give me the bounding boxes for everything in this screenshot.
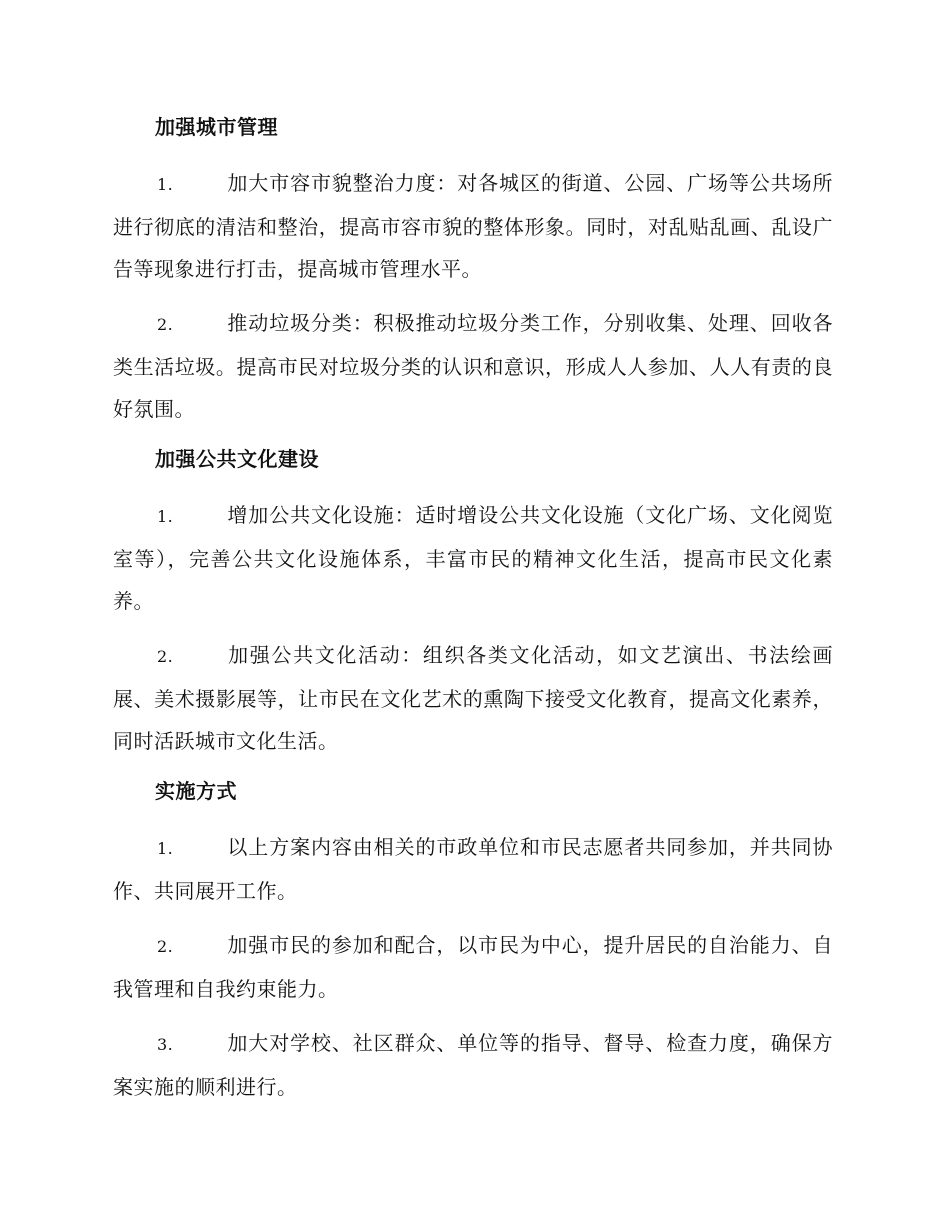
item-text: 加大市容市貌整治力度：对各城区的街道、公园、广场等公共场所进行彻底的清洁和整治，提高市容市貌的整体形象。同时，对乱贴乱画、乱设广告等现象进行打击，提高城市管理水平。 — [113, 171, 833, 281]
item-number: 2. — [157, 937, 174, 956]
item-number: 1. — [157, 507, 174, 526]
section-heading: 加强公共文化建设 — [155, 447, 319, 471]
section-implementation — [113, 774, 833, 1108]
list-item — [113, 302, 833, 430]
item-number: 2. — [157, 315, 174, 334]
item-text: 增加公共文化设施：适时增设公共文化设施（文化广场、文化阅览室等），完善公共文化设施体系，丰富市民的精神文化生活，提高市民文化素养。 — [113, 503, 833, 613]
list-item — [113, 162, 833, 290]
item-number: 3. — [157, 1035, 174, 1054]
item-number: 2. — [157, 647, 174, 666]
list-item — [113, 1022, 833, 1108]
section-heading: 加强城市管理 — [155, 115, 278, 139]
list-item — [113, 826, 833, 912]
item-text: 以上方案内容由相关的市政单位和市民志愿者共同参加，并共同协作、共同展开工作。 — [113, 835, 833, 903]
item-text: 加大对学校、社区群众、单位等的指导、督导、检查力度，确保方案实施的顺利进行。 — [113, 1031, 833, 1099]
item-text: 推动垃圾分类：积极推动垃圾分类工作，分别收集、处理、回收各类生活垃圾。提高市民对垃圾分类的认识和意识，形成人人参加、人人有责的良好氛围。 — [113, 311, 833, 421]
item-number: 1. — [157, 175, 174, 194]
item-text: 加强公共文化活动：组织各类文化活动，如文艺演出、书法绘画展、美术摄影展等，让市民在文化艺术的熏陶下接受文化教育，提高文化素养，同时活跃城市文化生活。 — [113, 643, 833, 753]
list-item — [113, 924, 833, 1010]
list-item — [113, 634, 833, 762]
item-number: 1. — [157, 839, 174, 858]
document-body — [113, 110, 833, 1120]
list-item — [113, 494, 833, 622]
section-public-culture — [113, 442, 833, 762]
section-city-management — [113, 110, 833, 430]
section-heading: 实施方式 — [155, 779, 237, 803]
item-text: 加强市民的参加和配合，以市民为中心，提升居民的自治能力、自我管理和自我约束能力。 — [113, 933, 833, 1001]
